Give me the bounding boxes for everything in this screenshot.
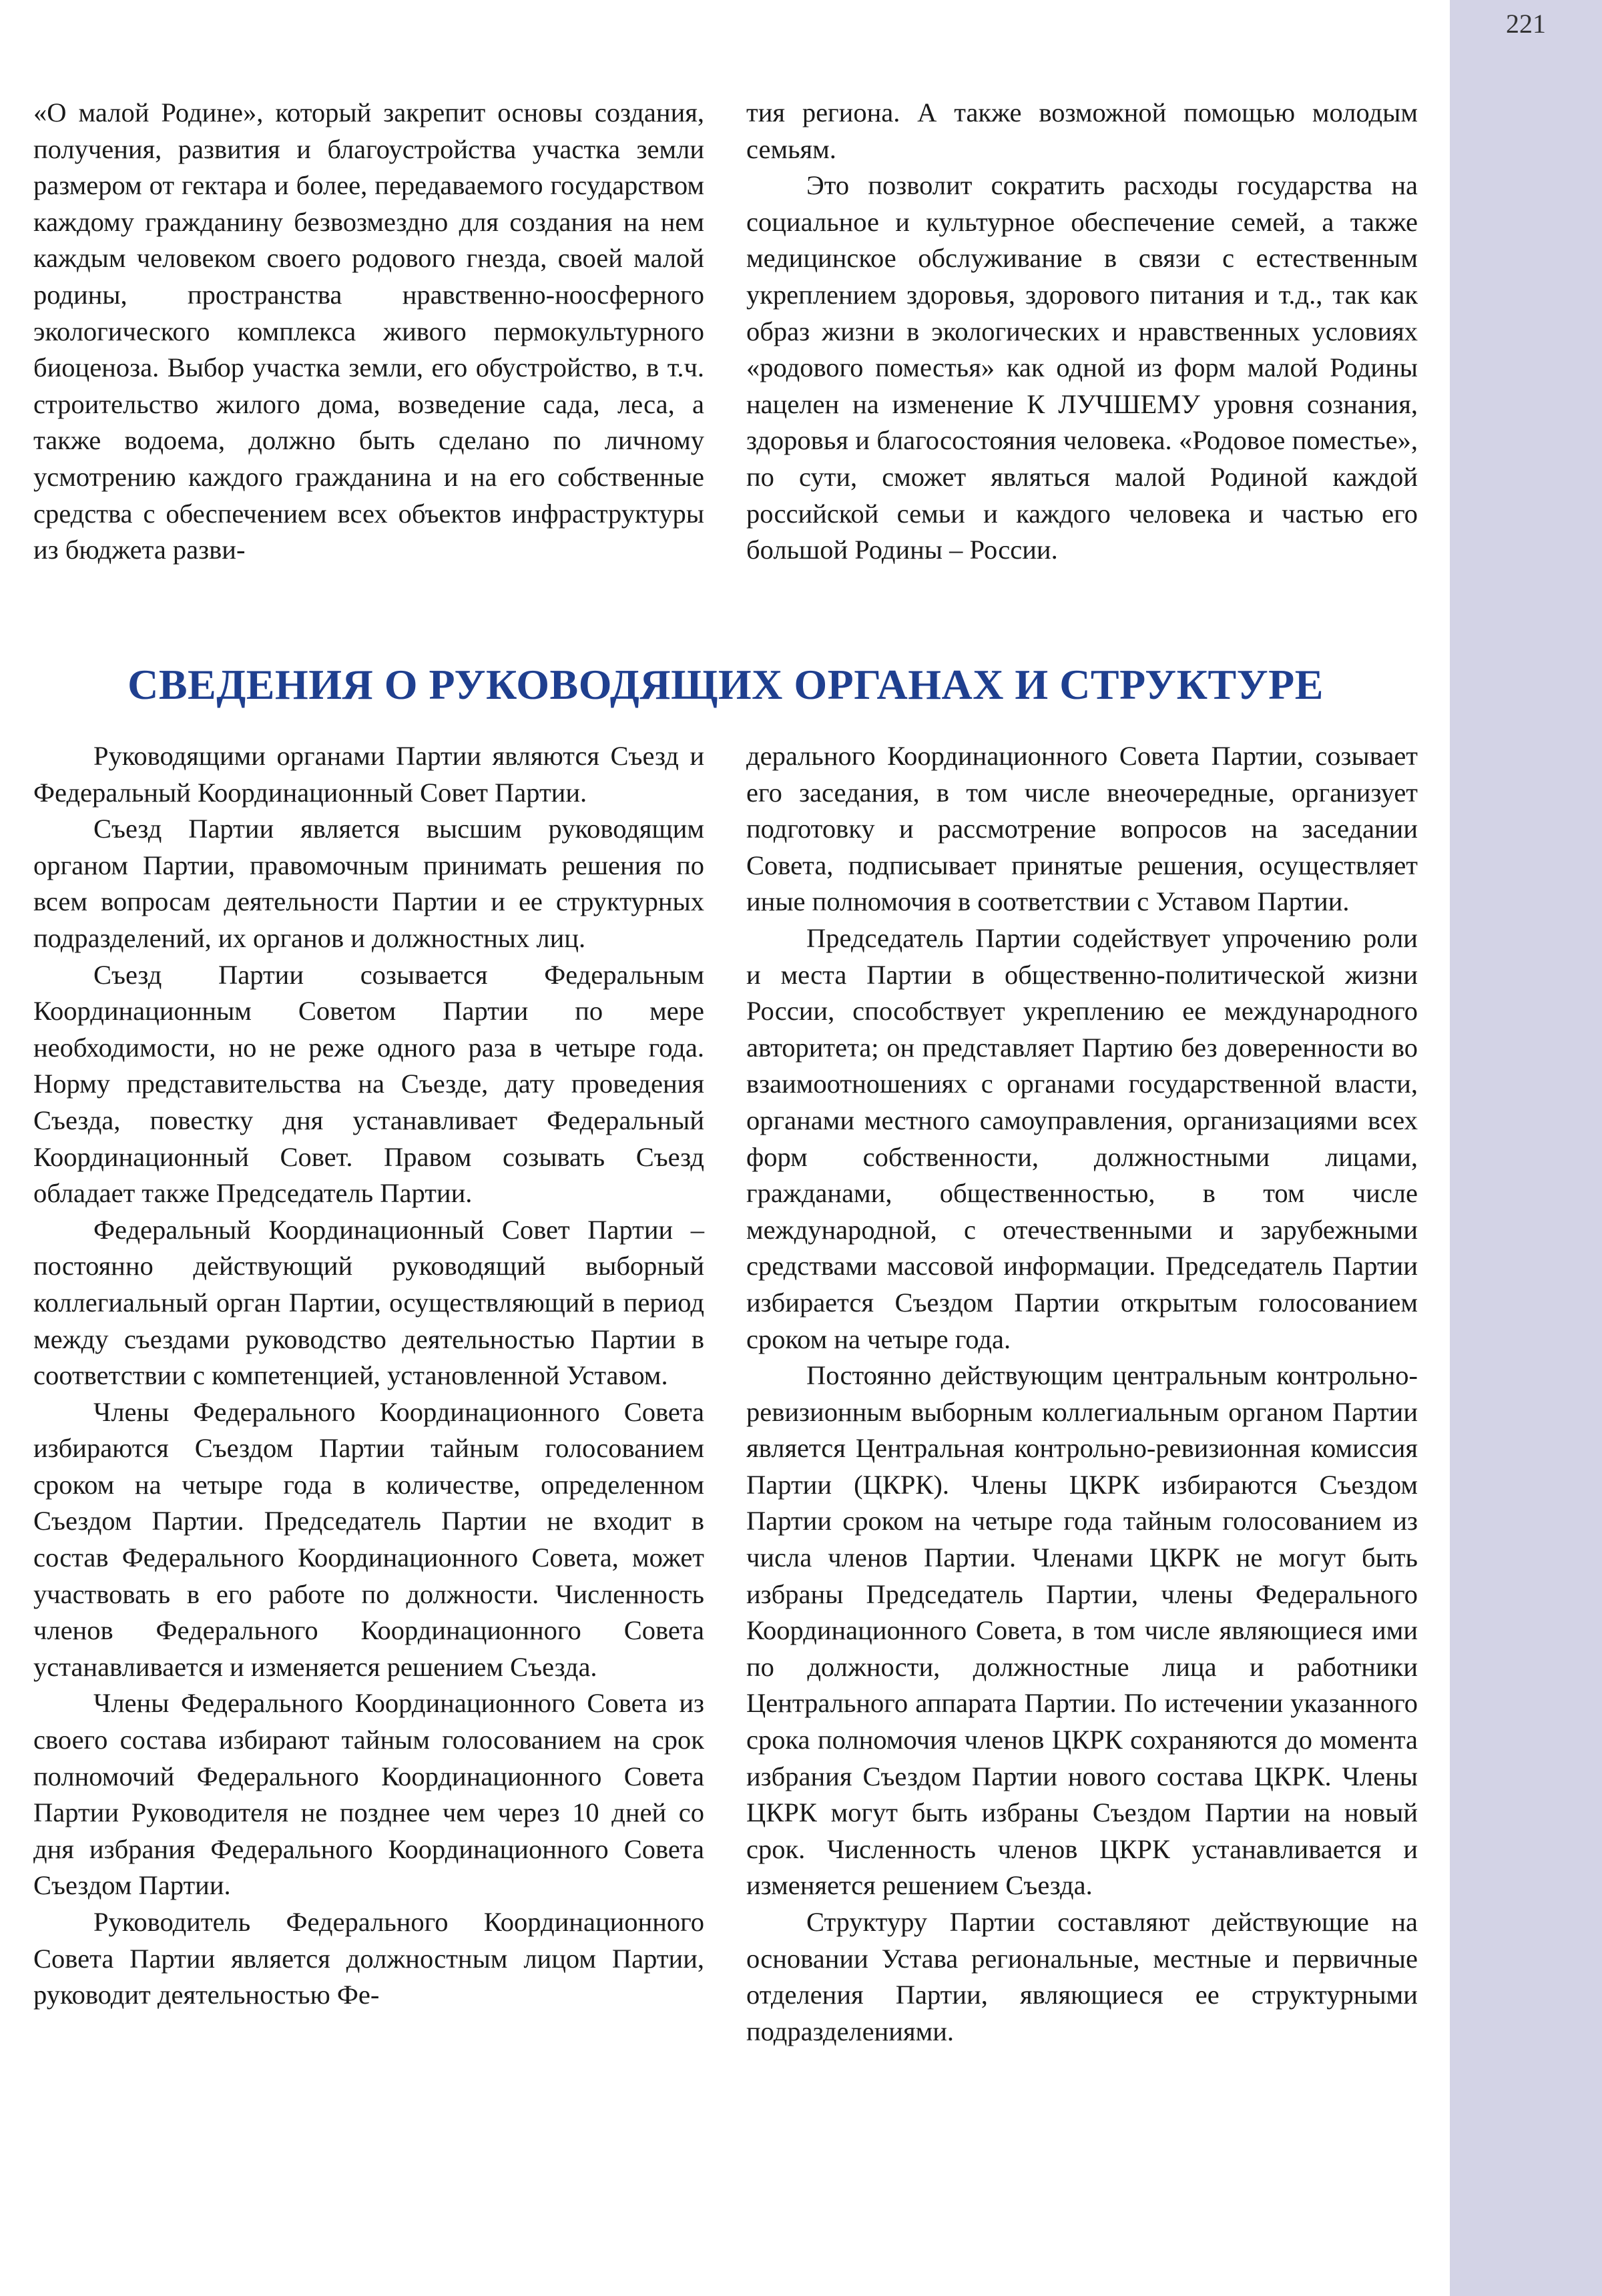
paragraph: Постоянно действующим центральным контрольно-ревизионным выборным коллегиальным органом Партии является Центральная контрольно-ревизионная комиссия Партии (ЦКРК). Члены ЦКРК избираются Съездом Партии сроком на четыре года тайным голосованием из числа членов Партии. Членами ЦКРК не могут быть избраны Председатель Партии, члены Федерального Координационного Совета, в том числе являющиеся ими по должности, должностные лица и работники Центрального аппарата Партии. По истечении указанного срока полномочия членов ЦКРК сохраняются до момента избрания Съездом Партии нового состава ЦКРК. Члены ЦКРК могут быть избраны Съездом Партии на новый срок. Численность членов ЦКРК устанавливается и изменяется решением Съезда.	[746, 1360, 1418, 1901]
paragraph: Съезд Партии является высшим руководящим органом Партии, правомочным принимать решения по всем вопросам деятельности Партии и ее структурных подразделений, их органов и должностных лиц.	[33, 814, 704, 953]
paragraph: Руководящими органами Партии являются Съезд и Федеральный Координационный Совет Партии.	[33, 741, 704, 808]
paragraph: дерального Координационного Совета Партии, созывает его заседания, в том числе внеочередные, организует подготовку и рассмотрение вопросов на заседании Совета, подписывает принятые решения, осуществляет иные полномочия в соответствии с Уставом Партии.	[746, 741, 1418, 917]
paragraph: тия региона. А также возможной помощью молодым семьям.	[746, 97, 1418, 164]
page-number: 221	[1506, 9, 1546, 39]
paragraph: Руководитель Федерального Координационного Совета Партии является должностным лицом Партии, руководит деятельностью Фе-	[33, 1907, 704, 2010]
paragraph: Это позволит сократить расходы государства на социальное и культурное обеспечение семей, а также медицинское обслуживание в связи с естественным укреплением здоровья, здорового питания и т.д., так как образ жизни в экологических и нравственных условиях «родового поместья» как одной из форм малой Родины нацелен на изменение К ЛУЧШЕМУ уровня сознания, здоровья и благосостояния человека. «Родовое поместье», по сути, сможет являться малой Родиной каждой российской семьи и каждого человека и частью его большой Родины – России.	[746, 170, 1418, 565]
column-bottom-right	[746, 738, 1418, 2050]
column-top-left	[33, 95, 704, 569]
column-bottom-left	[33, 738, 704, 2014]
page-side-strip	[1450, 0, 1602, 2296]
paragraph: Председатель Партии содействует упрочению роли и места Партии в общественно-политической жизни России, способствует укреплению ее международного авторитета; он представляет Партию без доверенности во взаимоотношениях с органами государственной власти, органами местного самоуправления, организациями всех форм собственности, должностными лицами, гражданами, общественностью, в том числе международной, с отечественными и зарубежными средствами массовой информации. Председатель Партии избирается Съездом Партии открытым голосованием сроком на четыре года.	[746, 922, 1418, 1354]
paragraph: Федеральный Координационный Совет Партии – постоянно действующий руководящий выборный коллегиальный орган Партии, осуществляющий в период между съездами руководство деятельностью Партии в соответствии с компетенцией, установленной Уставом.	[33, 1214, 704, 1391]
section-heading: СВЕДЕНИЯ О РУКОВОДЯЩИХ ОРГАНАХ И СТРУКТУРЕ	[127, 661, 1324, 708]
paragraph: Структуру Партии составляют действующие на основании Устава региональные, местные и первичные отделения Партии, являющиеся ее структурными подразделениями.	[746, 1907, 1418, 2046]
paragraph: Члены Федерального Координационного Совета избираются Съездом Партии тайным голосованием сроком на четыре года в количестве, определенном Съездом Партии. Председатель Партии не входит в состав Федерального Координационного Совета, может участвовать в его работе по должности. Численность членов Федерального Координационного Совета устанавливается и изменяется решением Съезда.	[33, 1396, 704, 1682]
paragraph: Съезд Партии созывается Федеральным Координационным Советом Партии по мере необходимости, но не реже одного раза в четыре года. Норму представительства на Съезде, дату проведения Съезда, повестку дня устанавливает Федеральный Координационный Совет. Правом созывать Съезд обладает также Председатель Партии.	[33, 959, 704, 1209]
column-top-right	[746, 95, 1418, 569]
paragraph: «О малой Родине», который закрепит основы создания, получения, развития и благоустройства участка земли размером от гектара и более, передаваемого государством каждому гражданину безвозмездно для создания на нем каждым человеком своего родового гнезда, своей малой родины, пространства нравственно-ноосферного экологического комплекса живого пермокультурного биоценоза. Выбор участка земли, его обустройство, в т.ч. строительство жилого дома, возведение сада, леса, а также водоема, должно быть сделано по личному усмотрению каждого гражданина и на его собственные средства с обеспечением всех объектов инфраструктуры из бюджета разви-	[33, 97, 704, 565]
paragraph: Члены Федерального Координационного Совета из своего состава избирают тайным голосованием на срок полномочий Федерального Координационного Совета Партии Руководителя не позднее чем через 10 дней со дня избрания Федерального Координационного Совета Съездом Партии.	[33, 1688, 704, 1901]
